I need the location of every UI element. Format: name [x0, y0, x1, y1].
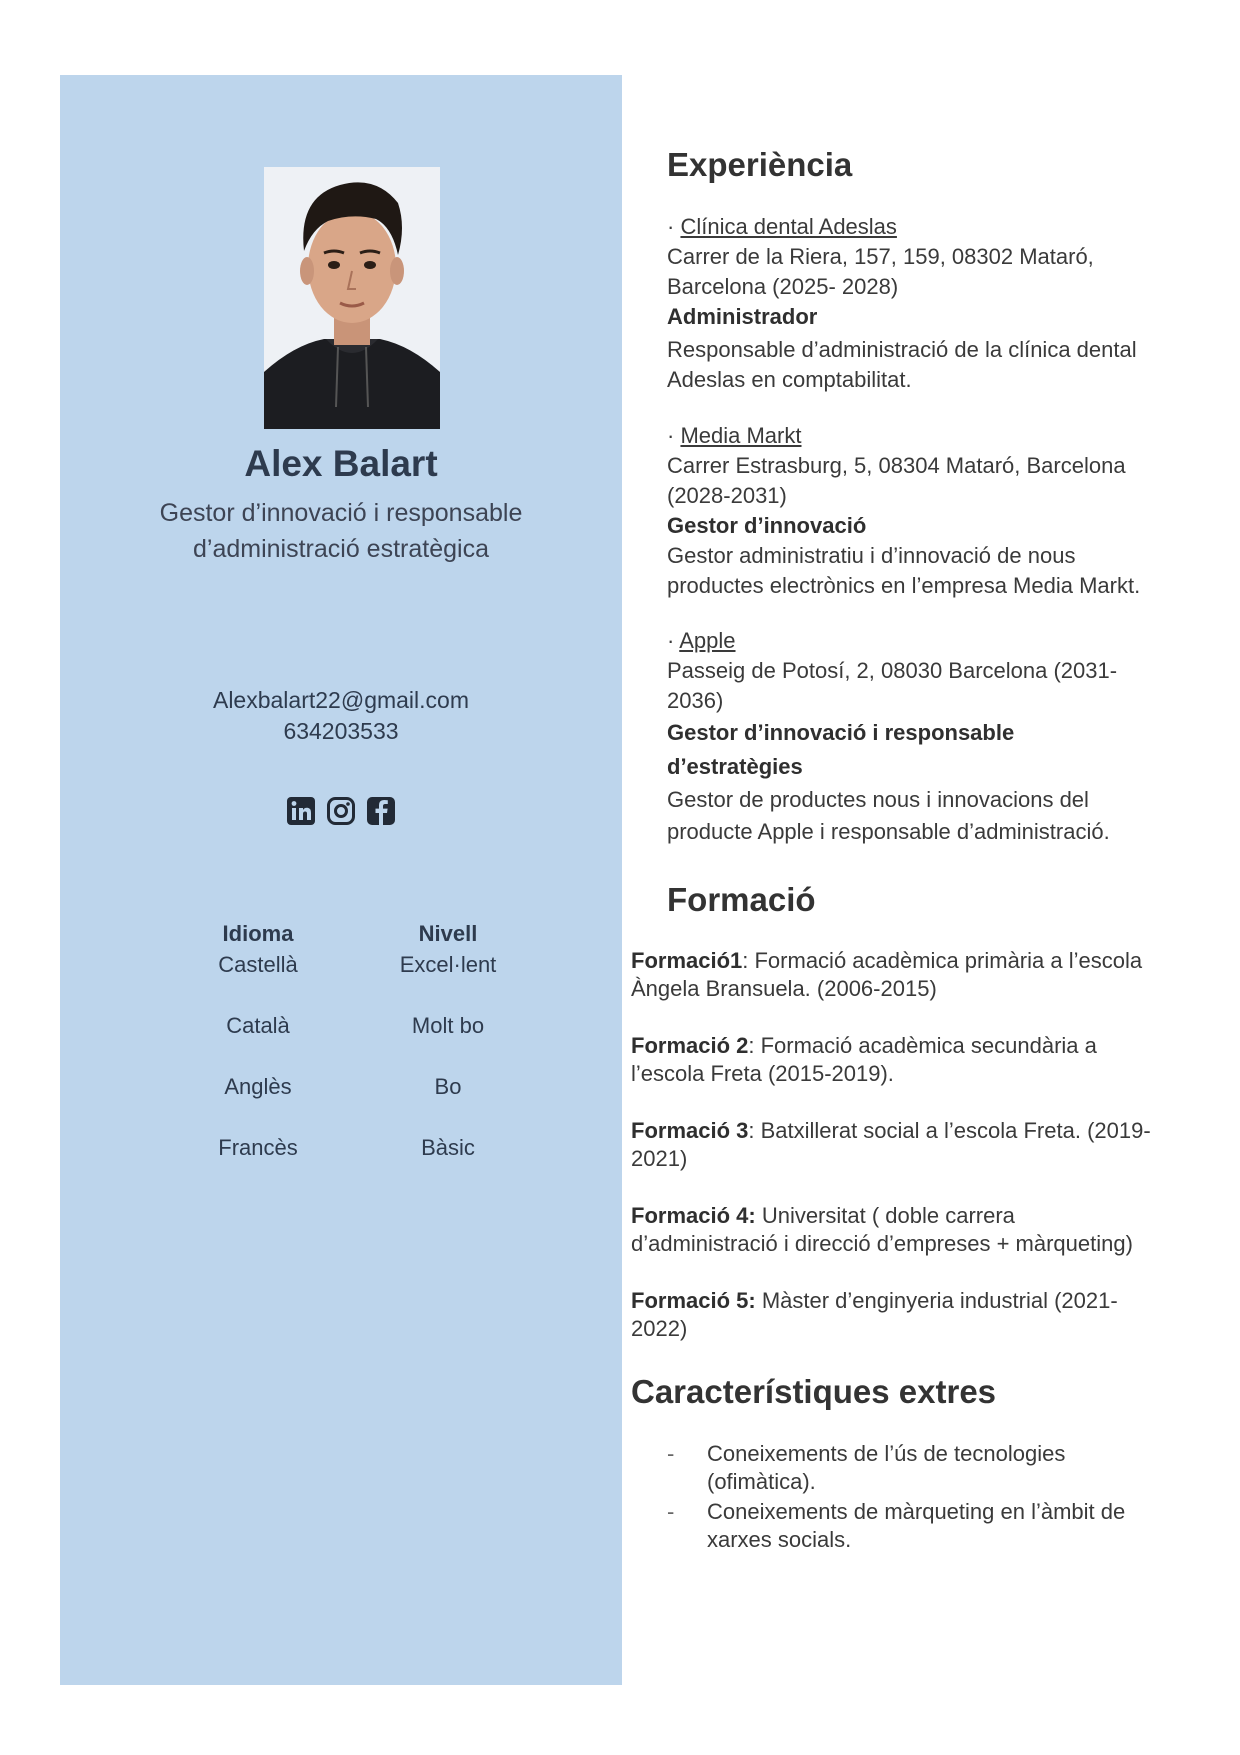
profile-role: Gestor d’innovació i responsable d’administració estratègica: [159, 499, 523, 563]
education-label: Formació 4:: [631, 1203, 756, 1228]
languages-header: [168, 921, 548, 952]
language-name: Castellà: [218, 952, 298, 977]
education-item: [631, 1032, 1151, 1088]
language-row: [168, 1135, 548, 1196]
bullet: ·: [667, 214, 681, 239]
dash-bullet: -: [667, 1441, 675, 1466]
language-name: Francès: [218, 1135, 298, 1160]
bullet: ·: [667, 423, 681, 448]
education-label: Formació 3: [631, 1118, 749, 1143]
sidebar: [60, 75, 622, 1685]
language-header: Idioma: [222, 921, 294, 946]
language-level: Excel·lent: [399, 952, 497, 977]
extras-item-text: Coneixements de màrqueting en l’àmbit de xarxes socials.: [707, 1499, 1126, 1552]
extras-list: [667, 1440, 1147, 1556]
level-header: Nivell: [418, 921, 478, 946]
languages-table: [168, 921, 548, 1196]
language-row: [168, 952, 548, 1013]
facebook-icon[interactable]: [366, 796, 396, 831]
language-level: Molt bo: [411, 1013, 485, 1038]
company-address: Carrer Estrasburg, 5, 08304 Mataró, Barcelona (2028-2031): [667, 453, 1126, 508]
education-item: [631, 947, 1151, 1003]
language-level: Bo: [434, 1074, 462, 1099]
instagram-icon[interactable]: [326, 796, 356, 831]
experience-item: [667, 212, 1147, 395]
education-text: : Formació acadèmica primària a l’escola Àngela Bransuela. (2006-2015): [631, 948, 1143, 1001]
profile-photo: [264, 167, 440, 429]
education-text: : Batxillerat social a l’escola Freta. (2019-2021): [631, 1118, 1151, 1171]
position-description: Gestor administratiu i d’innovació de nous productes electrònics en l’empresa Media Markt.: [667, 543, 1141, 598]
company-address: Passeig de Potosí, 2, 08030 Barcelona (2031-2036): [667, 658, 1118, 713]
dash-bullet: -: [667, 1499, 675, 1524]
linkedin-icon[interactable]: [286, 796, 316, 831]
company-name: Media Markt: [680, 423, 802, 448]
email-text[interactable]: Alexbalart22@gmail.com: [212, 687, 469, 713]
bullet: ·: [667, 628, 680, 653]
language-name: Anglès: [224, 1074, 292, 1099]
list-item: [667, 1498, 1147, 1554]
education-text: : Formació acadèmica secundària a l’escola Freta (2015-2019).: [631, 1033, 1097, 1086]
position-title: Gestor d’innovació: [667, 513, 867, 538]
company-name: Apple: [679, 628, 736, 653]
phone-text[interactable]: 634203533: [283, 718, 399, 744]
education-item: [631, 1117, 1151, 1173]
language-level: Bàsic: [421, 1135, 475, 1160]
language-row: [168, 1013, 548, 1074]
education-label: Formació 5:: [631, 1288, 756, 1313]
education-title: Formació: [667, 881, 816, 918]
extras-title: Característiques extres: [631, 1373, 997, 1410]
language-name: Català: [226, 1013, 290, 1038]
list-item: [667, 1440, 1147, 1496]
position-description: Responsable d’administració de la clínica dental Adeslas en comptabilitat.: [667, 337, 1137, 392]
experience-item: [667, 421, 1147, 601]
social-icons: [60, 796, 622, 831]
company-name: Clínica dental Adeslas: [680, 214, 897, 239]
position-title: Gestor d’innovació i responsable d’estratègies: [667, 720, 1015, 779]
education-text: Universitat ( doble carrera d’administració i direcció d’empreses + màrqueting): [631, 1203, 1133, 1256]
language-row: [168, 1074, 548, 1135]
contact-block: [60, 685, 622, 747]
education-item: [631, 1202, 1151, 1258]
education-text: Màster d’enginyeria industrial (2021-2022): [631, 1288, 1118, 1341]
extras-item-text: Coneixements de l’ús de tecnologies (ofimàtica).: [707, 1441, 1066, 1494]
profile-name: Alex Balart: [244, 443, 438, 484]
company-address: Carrer de la Riera, 157, 159, 08302 Mataró, Barcelona (2025- 2028): [667, 244, 1094, 299]
experience-title: Experiència: [667, 146, 853, 183]
education-label: Formació 2: [631, 1033, 749, 1058]
experience-item: [667, 626, 1147, 848]
position-title: Administrador: [667, 304, 818, 329]
education-label: Formació1: [631, 948, 743, 973]
position-description: Gestor de productes nous i innovacions del producte Apple i responsable d’administració.: [667, 787, 1110, 844]
education-item: [631, 1287, 1151, 1343]
